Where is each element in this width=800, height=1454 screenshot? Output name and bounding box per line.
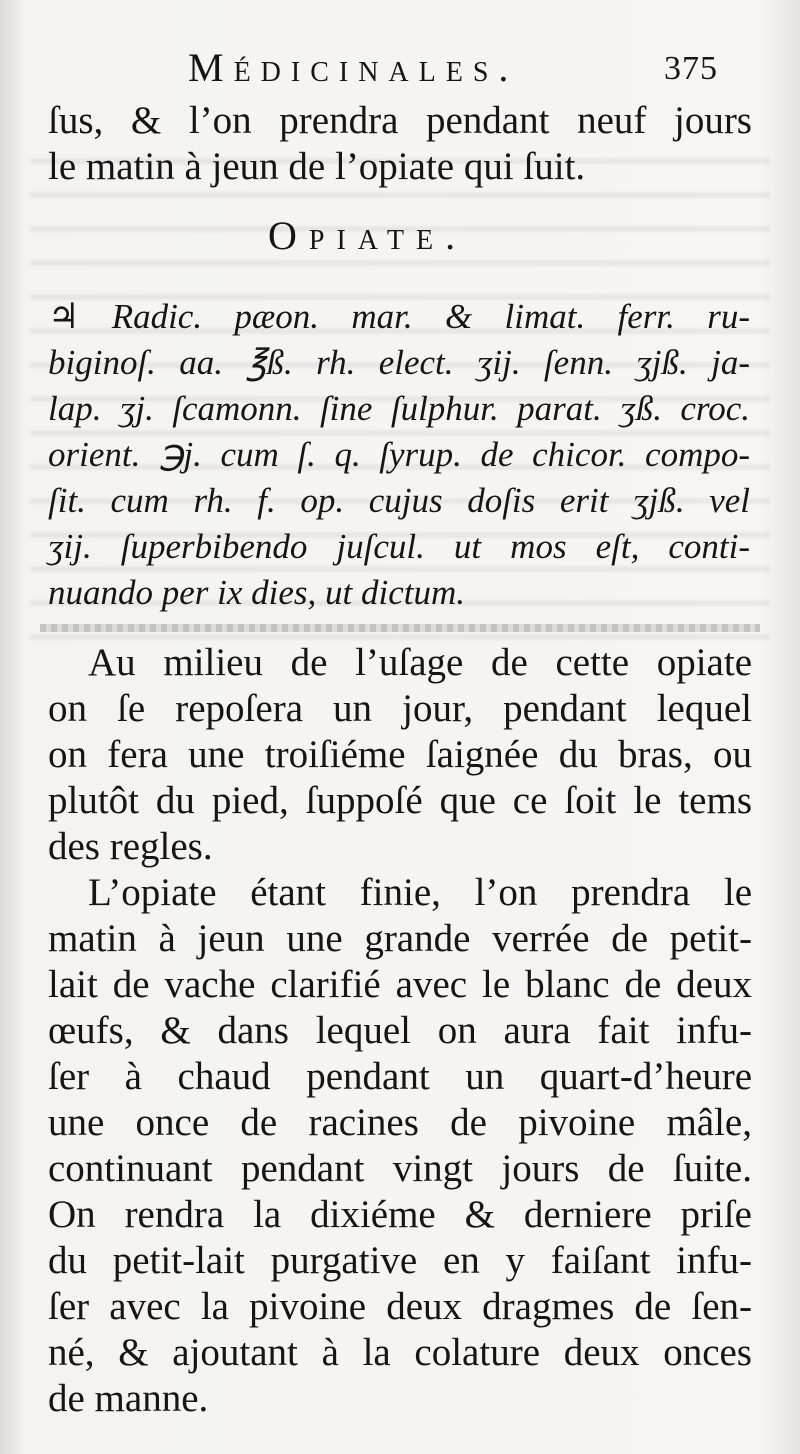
recipe-line: orient. ℈j. cum ſ. q. ſyrup. de chicor. compo- <box>48 435 750 474</box>
text-line: matin à jeun une grande verrée de petit- <box>48 917 752 960</box>
recipe-line: lap. ʒj. ſcamonn. ſine ſulphur. parat. ʒß. croc. <box>48 389 750 428</box>
text-line: ſer avec la pivoine deux dragmes de ſen- <box>48 1285 752 1328</box>
text-line: Au milieu de l’uſage de cette opiate <box>88 641 752 684</box>
text-line: des regles. <box>48 825 213 868</box>
text-line: On rendra la dixiéme & derniere priſe <box>48 1193 752 1236</box>
recipe-line: nuando per ix dies, ut dictum. <box>48 573 466 612</box>
page-number: 375 <box>664 50 718 87</box>
recipe-line: ʒij. ſuperbibendo juſcul. ut mos eſt, conti- <box>48 527 750 566</box>
text-line: une once de racines de pivoine mâle, <box>48 1101 752 1144</box>
page-header <box>0 44 800 94</box>
recipe-line: biginoſ. aa. ℥ß. rh. elect. ʒij. ſenn. ʒjß. ja- <box>48 343 750 382</box>
text-line: lait de vache clarifié avec le blanc de deux <box>48 963 752 1006</box>
text-line: on ſe repoſera un jour, pendant lequel <box>48 687 752 730</box>
text-line: le matin à jeun de l’opiate qui ſuit. <box>48 145 586 188</box>
recipe-line: ſit. cum rh. f. op. cujus doſis erit ʒjß. vel <box>48 481 750 520</box>
recipe-line: ♃ Radic. pæon. mar. & limat. ferr. ru- <box>48 297 750 336</box>
text-line: ſus, & l’on prendra pendant neuf jours <box>48 99 752 142</box>
running-title: Médicinales. <box>188 45 519 90</box>
text-line: de manne. <box>48 1377 209 1420</box>
bleed-through-rule <box>40 624 760 632</box>
text-line: ſer à chaud pendant un quart-d’heure <box>48 1055 752 1098</box>
text-line: œufs, & dans lequel on aura fait infu- <box>48 1009 752 1052</box>
text-line: on fera une troiſiéme ſaignée du bras, ou <box>48 733 752 776</box>
text-line: continuant pendant vingt jours de ſuite. <box>48 1147 752 1190</box>
text-line: du petit-lait purgative en y faiſant infu- <box>48 1239 752 1282</box>
section-heading: Opiate. <box>268 213 468 258</box>
text-line: plutôt du pied, ſuppoſé que ce ſoit le tems <box>48 779 752 822</box>
text-line: né, & ajoutant à la colature deux onces <box>48 1331 752 1374</box>
text-line: L’opiate étant finie, l’on prendra le <box>88 871 752 914</box>
